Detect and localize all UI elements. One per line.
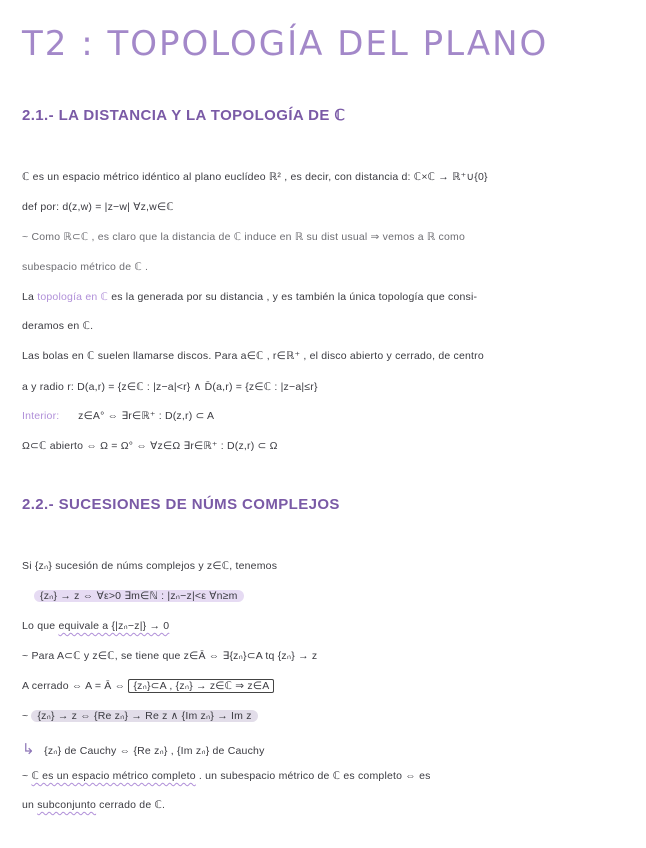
- text-line: [22, 710, 258, 722]
- text-line: a y radio r: D(a,r) = {z∈ℂ : |z−a|<r} ∧ D̄(a,r) = {z∈ℂ : |z−a|≤r}: [22, 381, 318, 393]
- text-line: Las bolas en ℂ suelen llamarse discos. Para a∈ℂ , r∈ℝ⁺ , el disco abierto y cerrado, de centro: [22, 350, 484, 362]
- section-heading-2-1: 2.1.- LA DISTANCIA Y LA TOPOLOGÍA DE ℂ: [22, 107, 346, 124]
- text-line: ~ Para A⊂ℂ y z∈ℂ, se tiene que z∈Ā ⇔ ∃{zₙ}⊂A tq {zₙ} → z: [22, 650, 318, 662]
- section-heading-2-2: 2.2.- SUCESIONES DE NÚMS COMPLEJOS: [22, 496, 340, 513]
- text-fragment: es la generada por su distancia , y es también la única topología que consi-: [111, 291, 478, 303]
- bullet: ~: [22, 710, 29, 722]
- page-title: T2 : TOPOLOGÍA DEL PLANO: [22, 24, 549, 64]
- text-fragment: cerrado de ℂ.: [99, 799, 166, 811]
- text-line: def por: d(z,w) = |z−w| ∀z,w∈ℂ: [22, 201, 174, 213]
- text-line: [22, 770, 431, 782]
- text-fragment: z∈A° ⇔ ∃r∈ℝ⁺ : D(z,r) ⊂ A: [78, 410, 215, 422]
- text-fragment: {zₙ} de Cauchy ⇔ {Re zₙ} , {Im zₙ} de Cauchy: [44, 745, 265, 757]
- text-line: ℂ es un espacio métrico idéntico al plano euclídeo ℝ² , es decir, con distancia d: ℂ×ℂ → ℝ⁺∪{0}: [22, 171, 488, 183]
- text-fragment: Lo que: [22, 620, 56, 632]
- highlighted-definition: {zₙ} → z ⇔ ∀ε>0 ∃m∈ℕ : |zₙ−z|<ε ∀n≥m: [34, 590, 244, 602]
- text-line: [22, 799, 165, 811]
- highlighted-statement: {zₙ} → z ⇔ {Re zₙ} → Re z ∧ {Im zₙ} → Im z: [31, 710, 257, 722]
- text-line: [22, 620, 169, 632]
- text-line: deramos en ℂ.: [22, 320, 94, 332]
- underlined-word: subconjunto: [37, 799, 97, 811]
- text-line: [22, 680, 274, 692]
- text-fragment: . un subespacio métrico de ℂ es completo ⇔ es: [198, 770, 431, 782]
- underlined-phrase: equivale a {|zₙ−z|} → 0: [58, 620, 170, 632]
- underlined-phrase: ℂ es un espacio métrico completo: [31, 770, 196, 782]
- bracketed-statement: {zₙ}⊂A , {zₙ} → z∈ℂ ⇒ z∈A: [128, 679, 274, 693]
- bullet: ~: [22, 770, 29, 782]
- text-fragment: La: [22, 291, 35, 303]
- hook-arrow-icon: ↳: [22, 741, 35, 758]
- text-line: [22, 291, 477, 303]
- text-fragment: un: [22, 799, 35, 811]
- highlight-term: topología en ℂ: [37, 291, 109, 303]
- text-line: Si {zₙ} sucesión de núms complejos y z∈ℂ, tenemos: [22, 560, 278, 572]
- text-line: subespacio métrico de ℂ .: [22, 261, 149, 273]
- text-line: Ω⊂ℂ abierto ⇔ Ω = Ω° ⇔ ∀z∈Ω ∃r∈ℝ⁺ : D(z,r) ⊂ Ω: [22, 440, 278, 452]
- text-line: ~ Como ℝ⊂ℂ , es claro que la distancia de ℂ induce en ℝ su dist usual ⇒ vemos a ℝ como: [22, 231, 465, 243]
- text-line: [22, 410, 214, 422]
- text-line: [22, 740, 265, 758]
- interior-label: Interior:: [22, 410, 60, 422]
- text-fragment: A cerrado ⇔ A = Ā ⇔: [22, 680, 126, 692]
- text-line: [34, 590, 244, 602]
